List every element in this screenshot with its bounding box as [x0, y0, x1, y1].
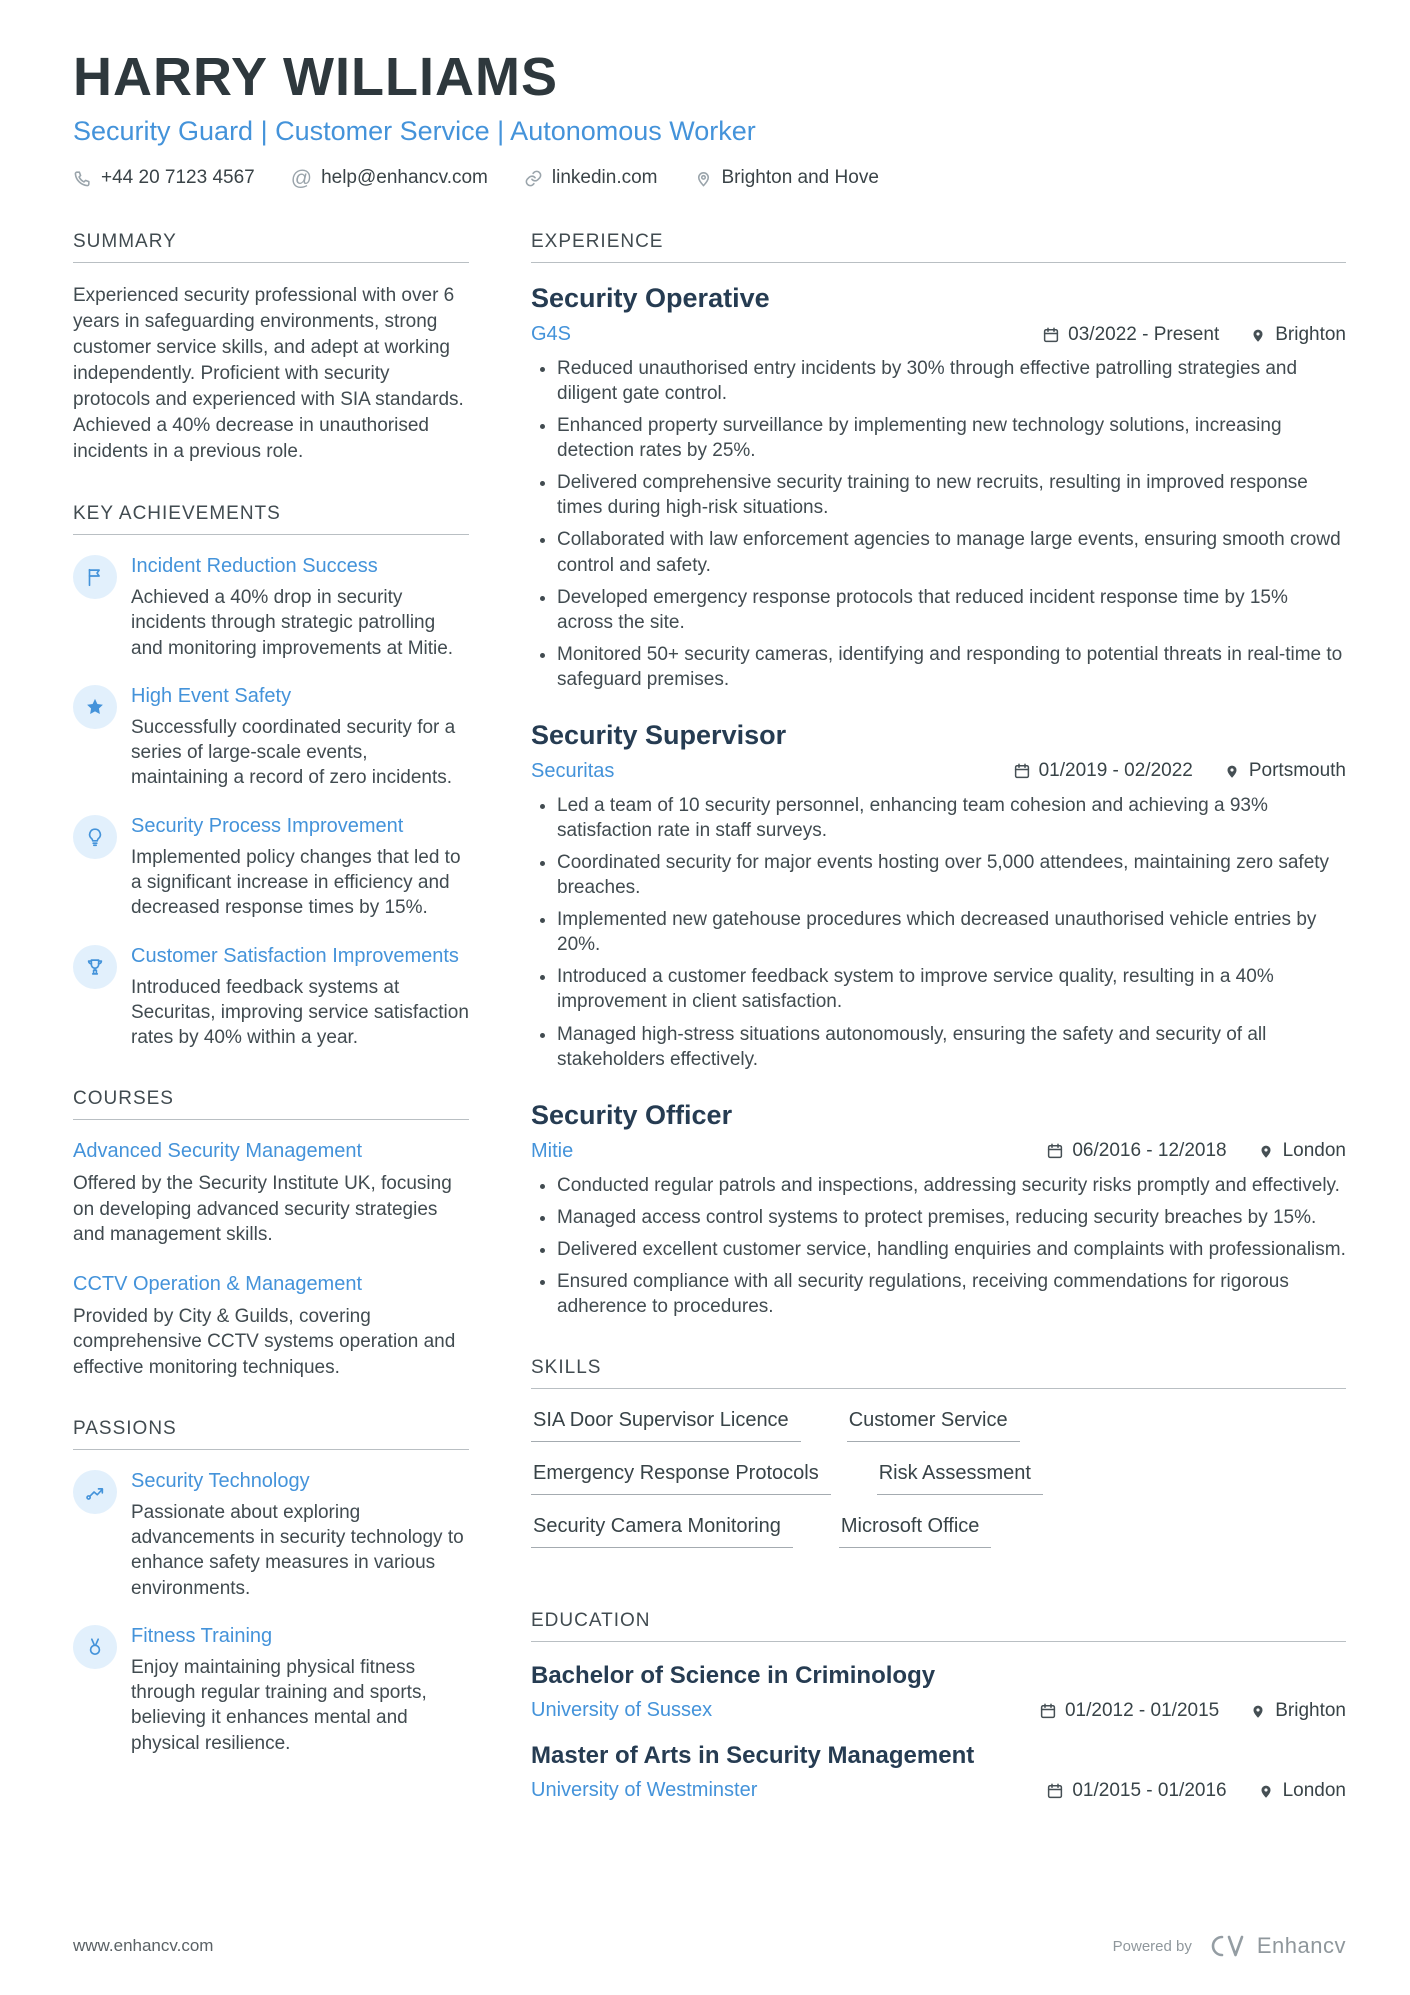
achievements-heading: KEY ACHIEVEMENTS [73, 503, 469, 535]
summary-section [73, 231, 469, 465]
calendar-icon [1042, 326, 1060, 344]
email-address: help@enhancv.com [321, 167, 488, 188]
course-title: CCTV Operation & Management [73, 1273, 363, 1296]
skills-list [531, 1409, 1346, 1548]
contact-email[interactable] [291, 167, 488, 189]
job-location-text: London [1282, 1140, 1346, 1162]
job-bullet: • Monitored 50+ security cameras, identifying and responding to potential threats in real-time to safeguard premises. [557, 642, 1346, 692]
company-name: Mitie [531, 1139, 574, 1162]
job-title: Security Officer [531, 1099, 733, 1130]
location-pin-icon [1257, 1782, 1275, 1800]
route-icon [73, 1470, 117, 1514]
school-name: University of Westminster [531, 1779, 758, 1802]
achievement-text: Introduced feedback systems at Securitas, improving service satisfaction rates by 40% within a year. [131, 976, 469, 1049]
achievements-section [73, 503, 469, 1050]
job-bullet: • Managed high-stress situations autonomously, ensuring the safety and security of all stakeholders effectively. [557, 1022, 1346, 1072]
job-bullet: • Enhanced property surveillance by implementing new technology solutions, increasing detection rates by 25%. [557, 413, 1346, 463]
education-location [1257, 1780, 1346, 1802]
achievement-title: Security Process Improvement [131, 814, 404, 837]
skill-item: Microsoft Office [839, 1515, 992, 1548]
education-location [1249, 1700, 1346, 1722]
job-bullet: • Collaborated with law enforcement agencies to manage large events, ensuring smooth crowd control and safety. [557, 527, 1346, 577]
calendar-icon [1046, 1142, 1064, 1160]
achievement-item [73, 555, 469, 661]
course-item [73, 1273, 469, 1380]
education-meta-row [531, 1699, 1346, 1722]
link-icon [524, 169, 543, 188]
passion-title: Fitness Training [131, 1624, 273, 1647]
job-meta-row [531, 1140, 1346, 1163]
achievement-text: Successfully coordinated security for a series of large-scale events, maintaining a record of zero incidents. [131, 716, 456, 789]
degree-title: Bachelor of Science in Criminology [531, 1662, 936, 1690]
contact-row [73, 167, 1346, 189]
location-pin-icon [1249, 326, 1267, 344]
job-meta-row [531, 323, 1346, 346]
enhancv-logo-icon [1208, 1934, 1248, 1958]
education-location-text: London [1282, 1779, 1346, 1801]
trophy-icon [73, 945, 117, 989]
course-item [73, 1140, 469, 1247]
experience-entry [531, 720, 1346, 1072]
achievement-item [73, 815, 469, 921]
job-bullet: • Introduced a customer feedback system to improve service quality, resulting in a 40% improvement in client satisfaction. [557, 964, 1346, 1014]
lightbulb-icon [73, 815, 117, 859]
summary-heading: SUMMARY [73, 231, 469, 263]
experience-section [531, 231, 1346, 1319]
skill-item: Security Camera Monitoring [531, 1515, 793, 1548]
enhancv-website-link[interactable]: www.enhancv.com [73, 1936, 214, 1955]
phone-icon [73, 169, 92, 188]
content-columns [73, 231, 1346, 1840]
experience-entry [531, 283, 1346, 692]
skill-item: SIA Door Supervisor Licence [531, 1409, 801, 1442]
job-meta-row [531, 760, 1346, 783]
summary-text: Experienced security professional with over 6 years in safeguarding environments, strong customer service skills, and adept at working independently. Proficient with security protocols and experienced with SIA standards. Achieved a 40% decrease in unauthorised incidents in a previous role. [73, 285, 464, 463]
brand-name: Enhancv [1256, 1933, 1346, 1958]
company-name: Securitas [531, 759, 615, 782]
job-bullet: • Implemented new gatehouse procedures which decreased unauthorised vehicle entries by 20%. [557, 907, 1346, 957]
email-icon: @ [290, 166, 313, 190]
calendar-icon [1046, 1782, 1064, 1800]
job-location [1257, 1140, 1346, 1162]
passions-heading: PASSIONS [73, 1418, 469, 1450]
location-pin-icon [1223, 762, 1241, 780]
calendar-icon [1013, 762, 1031, 780]
education-location-text: Brighton [1275, 1699, 1346, 1721]
job-bullet: • Led a team of 10 security personnel, enhancing team cohesion and achieving a 93% satisfaction rate in staff surveys. [557, 793, 1346, 843]
job-dates-text: 06/2016 - 12/2018 [1072, 1140, 1227, 1162]
job-bullet: • Coordinated security for major events hosting over 5,000 attendees, maintaining zero safety breaches. [557, 850, 1346, 900]
passion-text: Passionate about exploring advancements in security technology to enhance safety measures in various environments. [131, 1501, 464, 1599]
job-bullet: • Developed emergency response protocols that reduced incident response time by 15% across the site. [557, 585, 1346, 635]
education-heading: EDUCATION [531, 1610, 1346, 1642]
candidate-headline: Security Guard | Customer Service | Autonomous Worker [73, 116, 756, 146]
job-location [1223, 760, 1346, 782]
skill-item: Risk Assessment [877, 1462, 1043, 1495]
achievement-title: Incident Reduction Success [131, 555, 378, 578]
job-bullet: • Managed access control systems to protect premises, reducing security breaches by 15%. [557, 1205, 1346, 1230]
degree-title: Master of Arts in Security Management [531, 1742, 975, 1770]
skill-item: Customer Service [847, 1409, 1020, 1442]
course-text: Provided by City & Guilds, covering comprehensive CCTV systems operation and effective monitoring techniques. [73, 1306, 456, 1378]
medal-icon [73, 1625, 117, 1669]
job-title: Security Operative [531, 283, 770, 313]
job-dates-text: 01/2019 - 02/2022 [1038, 760, 1193, 782]
page-footer [73, 1933, 1346, 1959]
right-column [531, 231, 1346, 1840]
job-bullet: • Ensured compliance with all security regulations, receiving commendations for rigorous adherence to procedures. [557, 1269, 1346, 1319]
experience-entry [531, 1100, 1346, 1319]
powered-by [1113, 1933, 1346, 1959]
location-pin-icon [1257, 1142, 1275, 1160]
job-bullet: • Delivered comprehensive security training to new recruits, resulting in improved response times during high-risk situations. [557, 470, 1346, 520]
enhancv-brand[interactable] [1208, 1933, 1346, 1959]
education-entry [531, 1742, 1346, 1802]
website-text: linkedin.com [551, 167, 658, 188]
education-dates-text: 01/2015 - 01/2016 [1072, 1779, 1227, 1801]
job-location-text: Brighton [1275, 323, 1346, 345]
job-dates-text: 03/2022 - Present [1068, 323, 1220, 345]
flag-icon [73, 555, 117, 599]
phone-number: +44 20 7123 4567 [101, 167, 255, 188]
job-bullet-list [531, 356, 1346, 692]
achievement-item [73, 945, 469, 1051]
achievement-text: Achieved a 40% drop in security incidents through strategic patrolling and monitoring improvements at Mitie. [131, 587, 454, 659]
education-dates [1046, 1780, 1226, 1802]
location-text: Brighton and Hove [721, 167, 879, 188]
job-bullet-list [531, 1173, 1346, 1319]
job-dates [1013, 760, 1193, 782]
powered-by-label: Powered by [1112, 1937, 1192, 1955]
passions-section [73, 1418, 469, 1756]
courses-section [73, 1088, 469, 1380]
candidate-name: HARRY WILLIAMS [73, 47, 558, 107]
star-icon [73, 685, 117, 729]
passion-item [73, 1470, 469, 1601]
passion-title: Security Technology [131, 1469, 310, 1492]
job-bullet: • Reduced unauthorised entry incidents by 30% through effective patrolling strategies and diligent gate control. [557, 356, 1346, 406]
contact-phone[interactable] [73, 167, 255, 189]
job-bullet-list [531, 793, 1346, 1072]
job-location [1249, 324, 1346, 346]
location-pin-icon [694, 169, 713, 188]
education-dates [1039, 1700, 1219, 1722]
experience-heading: EXPERIENCE [531, 231, 1346, 263]
education-meta-row [531, 1779, 1346, 1802]
skills-heading: SKILLS [531, 1357, 1346, 1389]
courses-heading: COURSES [73, 1088, 469, 1120]
achievement-text: Implemented policy changes that led to a significant increase in efficiency and decreased response times by 15%. [131, 846, 461, 919]
skill-item: Emergency Response Protocols [531, 1462, 831, 1495]
passion-item [73, 1625, 469, 1756]
job-bullet: • Delivered excellent customer service, handling enquiries and complaints with professionalism. [557, 1237, 1346, 1262]
education-section [531, 1610, 1346, 1802]
company-name: G4S [531, 323, 572, 345]
education-entry [531, 1662, 1346, 1722]
education-dates-text: 01/2012 - 01/2015 [1064, 1699, 1220, 1721]
course-text: Offered by the Security Institute UK, focusing on developing advanced security strategies and management skills. [73, 1173, 452, 1245]
calendar-icon [1039, 1702, 1057, 1720]
school-name: University of Sussex [531, 1699, 713, 1722]
course-title: Advanced Security Management [73, 1140, 363, 1163]
passion-text: Enjoy maintaining physical fitness through regular training and sports, believing it enhances mental and physical resilience. [131, 1656, 427, 1754]
achievement-item [73, 685, 469, 791]
left-column [73, 231, 469, 1840]
skills-section [531, 1357, 1346, 1548]
job-title: Security Supervisor [531, 719, 787, 750]
contact-location [694, 167, 879, 189]
job-dates [1042, 324, 1219, 346]
contact-website[interactable] [524, 167, 658, 189]
job-dates [1046, 1140, 1226, 1162]
achievement-title: Customer Satisfaction Improvements [131, 944, 459, 967]
header [73, 46, 1346, 189]
location-pin-icon [1249, 1702, 1267, 1720]
achievement-title: High Event Safety [131, 684, 292, 707]
job-bullet: • Conducted regular patrols and inspections, addressing security risks promptly and effectively. [557, 1173, 1346, 1198]
job-location-text: Portsmouth [1248, 760, 1346, 782]
